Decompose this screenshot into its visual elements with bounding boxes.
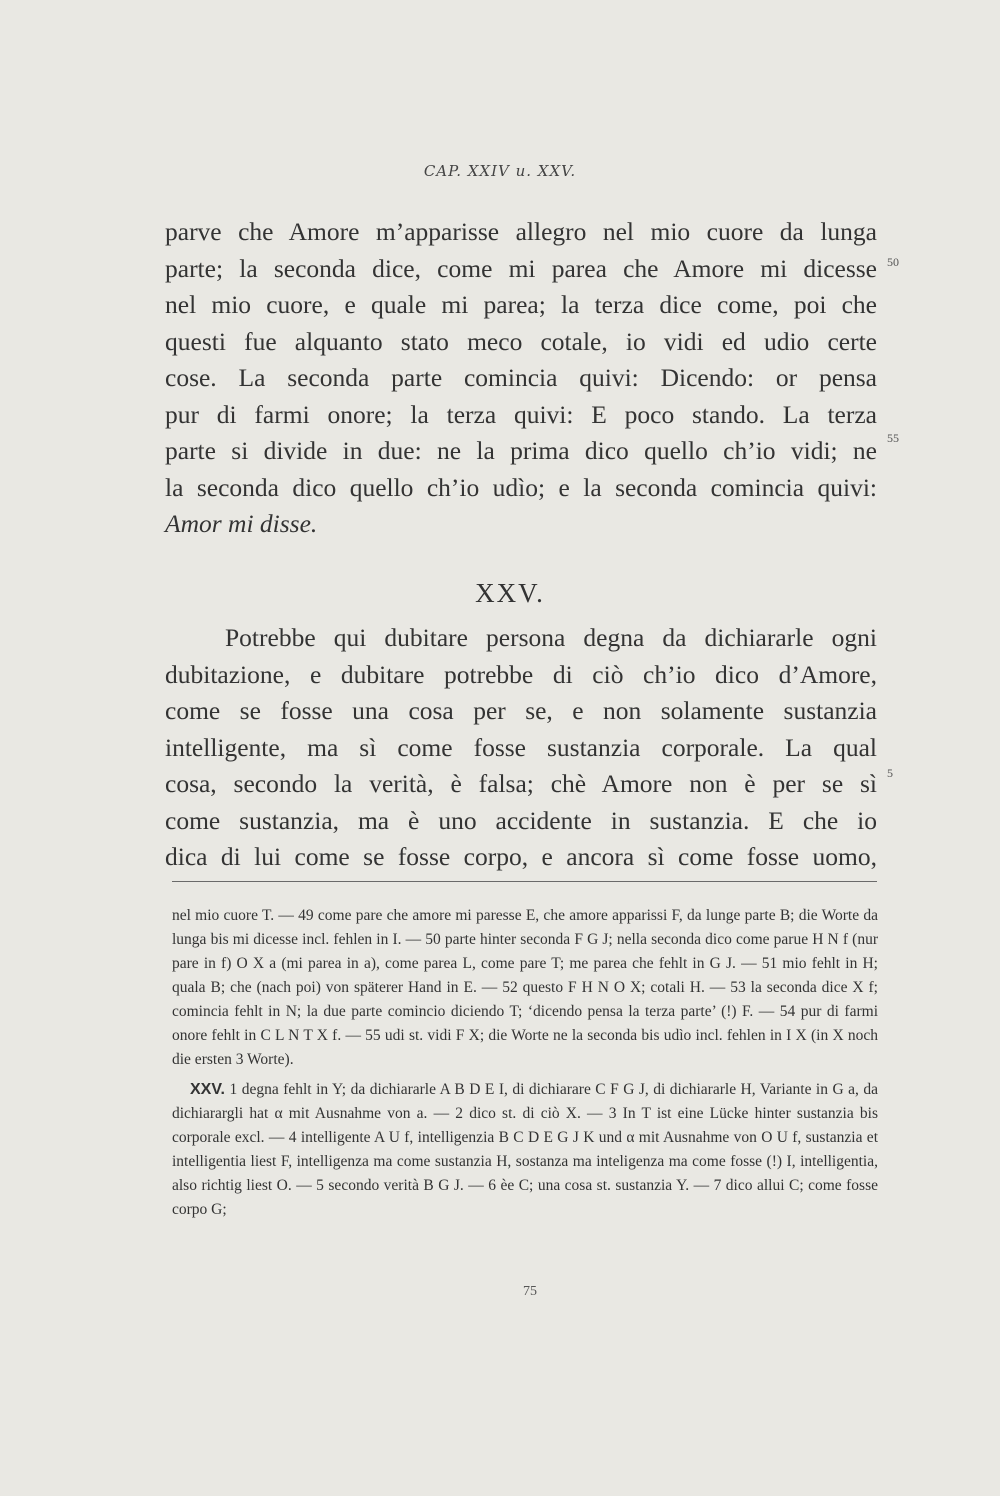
- text-line: la seconda dico quello ch’io udìo; e la seconda comincia quivi:: [165, 472, 877, 502]
- page-number: 75: [523, 1284, 537, 1299]
- line-number: 55: [887, 431, 899, 445]
- critical-apparatus: [172, 904, 878, 1222]
- text-line: come sustanzia, ma è uno accidente in sustanzia. E che io: [165, 805, 877, 835]
- chapter-xxiv-text: [165, 214, 877, 543]
- text-line: cose. La seconda parte comincia quivi: Dicendo: or pensa: [165, 363, 877, 392]
- text-line: cosa, secondo la verità, è falsa; chè Amore non è per se sì: [165, 769, 877, 798]
- text-line: dica di lui come se fosse corpo, e ancora sì come fosse uomo,: [165, 842, 877, 871]
- text-line: parte si divide in due: ne la prima dico quello ch’io vidi; ne: [165, 436, 877, 465]
- apparatus-xxiv: nel mio cuore T. — 49 come pare che amore mi paresse E, che amore apparissi F, da lunge parte B; die Worte da lunga bis mi dicesse incl. fehlen in I. — 50 parte hinter seconda F G J; nella seconda dico come parue H N f (nur pare in f) O X a (mi parea in a), come parea L, come pare T; me parea che fehlt in G J. — 51 mio fehlt in H; quala B; che (nach poi) von späterer Hand in E. — 52 questo F H N O X; cotali H. — 53 la seconda dice X f; comincia fehlt in N; la due parte comincio diciendo T; ‘dicendo pensa la terza parte’ (!) F. — 54 pur di farmi onore fehlt in C L N T X f. — 55 udi st. vidi F X; die Worte ne la seconda bis udìo incl. fehlen in I X (in X noch die ersten 3 Worte).: [172, 907, 878, 1068]
- text-line: parve che Amore m’apparisse allegro nel mio cuore da lunga: [165, 217, 877, 246]
- apparatus-xxv-text: 1 degna fehlt in Y; da dichiararle A B D E I, di dichiarare C F G J, di dichiararle H, Variante in G a, da dichiarargli hat α mit Ausnahme von a. — 2 dico st. di ciò X. — 3 In T ist eine Lücke hinter sustanzia bis corporale excl. — 4 intelligente A U f, intelligenzia B C D E G J K und α mit Ausnahme von O U f, sustanzia et intelligentia liest F, intelligenza ma come sustanzia H, sostanza ma inteligenza ma come fosse (!) I, intelligentia, also richtig liest O. — 5 secondo verità B G J. — 6 èe C; una cosa st. sustanzia Y. — 7 dico allui C; come fosse corpo G;: [172, 1081, 878, 1218]
- apparatus-label: XXV.: [190, 1081, 225, 1098]
- running-header: CAP. XXIV u. XXV.: [423, 162, 577, 180]
- text-line: nel mio cuore, e quale mi parea; la terza dice come, poi che: [165, 290, 877, 319]
- text-line: Amor mi disse.: [165, 509, 318, 538]
- chapter-title: XXV.: [475, 578, 545, 608]
- footnote-divider: [172, 881, 877, 882]
- line-number: 50: [887, 255, 899, 269]
- chapter-xxv-text: [165, 620, 877, 876]
- text-line: parte; la seconda dice, come mi parea che Amore mi dicesse: [165, 253, 877, 283]
- text-line: questi fue alquanto stato meco cotale, io vidi ed udio certe: [165, 326, 877, 356]
- apparatus-xxv: [172, 1078, 878, 1222]
- text-line: Potrebbe qui dubitare persona degna da dichiararle ogni: [225, 623, 877, 652]
- line-number: 5: [887, 766, 893, 780]
- text-line: dubitazione, e dubitare potrebbe di ciò ch’io dico d’Amore,: [165, 659, 877, 689]
- text-line: pur di farmi onore; la terza quivi: E poco stando. La terza: [165, 399, 877, 429]
- text-line: intelligente, ma sì come fosse sustanzia corporale. La qual: [165, 732, 877, 762]
- text-line: come se fosse una cosa per se, e non solamente sustanzia: [165, 696, 877, 725]
